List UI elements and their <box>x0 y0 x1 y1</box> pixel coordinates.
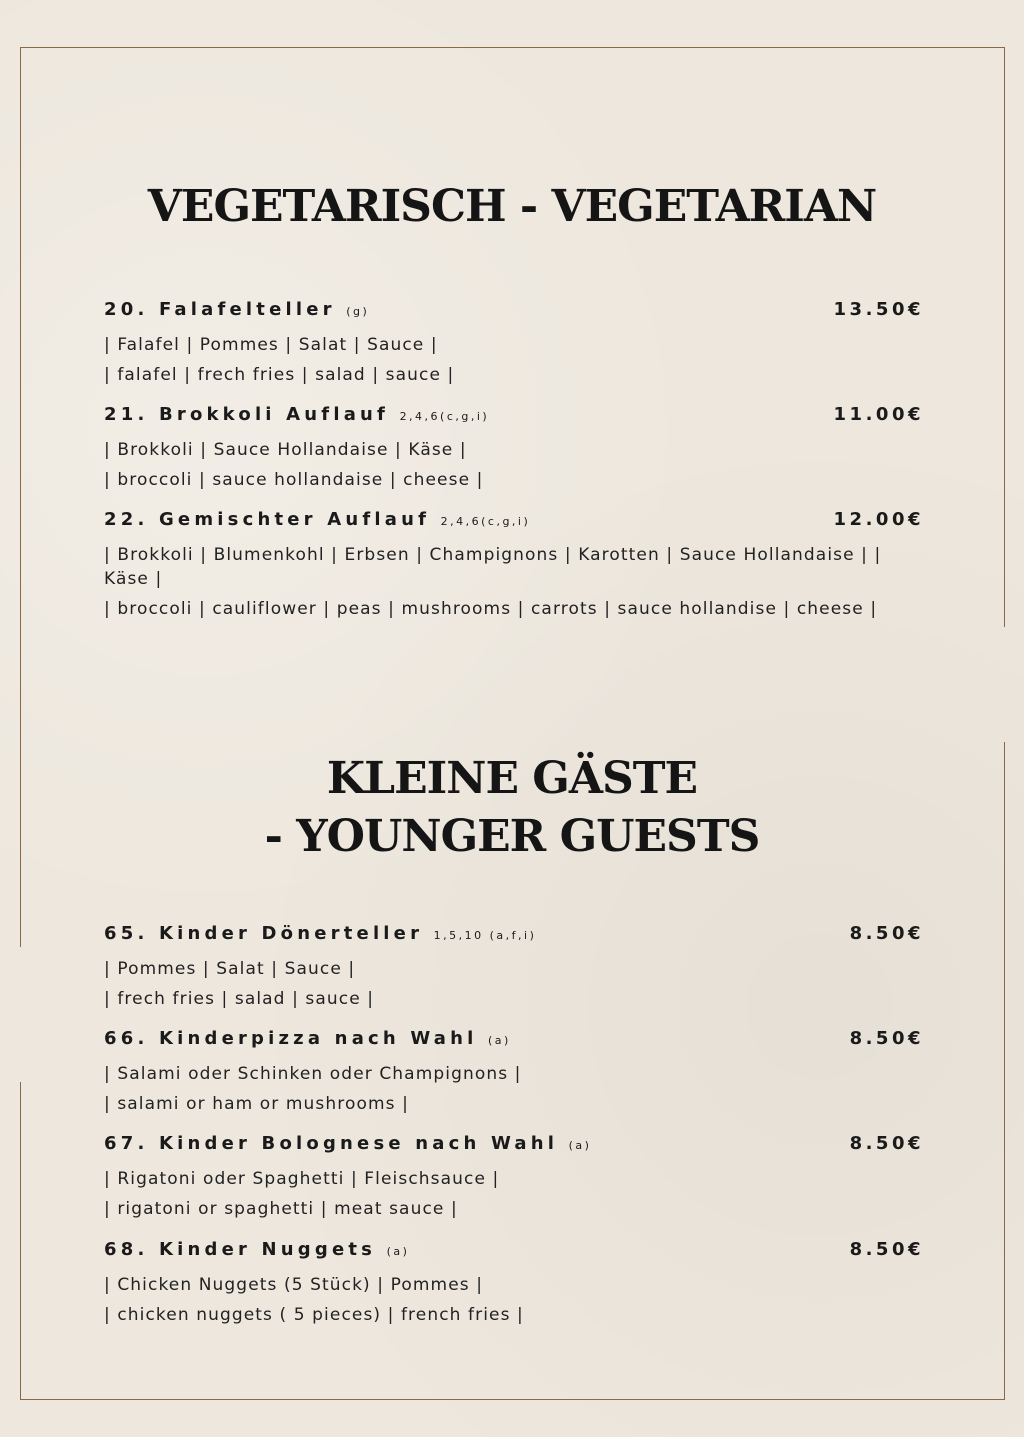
item-name: 67. Kinder Bolognese nach Wahl <box>104 1133 559 1154</box>
item-description-de: | Rigatoni oder Spaghetti | Fleischsauce | <box>104 1169 500 1189</box>
item-description-en: | broccoli | sauce hollandaise | cheese | <box>104 470 484 490</box>
item-title <box>104 509 924 533</box>
item-description-en: | broccoli | cauliflower | peas | mushrooms | carrots | sauce hollandise | cheese | <box>104 599 878 619</box>
menu-item <box>104 509 924 621</box>
item-description-de: | Brokkoli | Blumenkohl | Erbsen | Champignons | Karotten | Sauce Hollandaise | | Käse | <box>104 545 882 589</box>
item-description-de: | Salami oder Schinken oder Champignons | <box>104 1064 522 1084</box>
item-allergens: 2,4,6(c,g,i) <box>399 410 490 423</box>
item-price: 8.50€ <box>849 1028 924 1049</box>
item-name: 66. Kinderpizza nach Wahl <box>104 1028 478 1049</box>
item-title <box>104 1133 924 1157</box>
frame-bottom-border <box>20 1399 1005 1400</box>
section-title-vegetarian: VEGETARISCH - VEGETARIAN <box>147 181 877 232</box>
item-name: 68. Kinder Nuggets <box>104 1239 377 1260</box>
frame-top-border <box>20 47 1005 48</box>
menu-item <box>104 1239 924 1327</box>
item-price: 8.50€ <box>849 1133 924 1154</box>
item-description-de: | Chicken Nuggets (5 Stück) | Pommes | <box>104 1275 484 1295</box>
item-title <box>104 1028 924 1052</box>
menu-item <box>104 404 924 492</box>
item-title <box>104 923 924 947</box>
frame-right-border <box>1004 47 1005 627</box>
menu-item <box>104 923 924 1011</box>
item-name: 22. Gemischter Auflauf <box>104 509 431 530</box>
item-allergens: (g) <box>346 305 370 318</box>
menu-item <box>104 1028 924 1116</box>
item-name: 20. Falafelteller <box>104 299 336 320</box>
section-title-line: KLEINE GÄSTE <box>326 753 698 804</box>
item-price: 13.50€ <box>833 299 924 320</box>
frame-left-border <box>20 1082 21 1400</box>
item-description-en: | frech fries | salad | sauce | <box>104 989 375 1009</box>
item-title <box>104 1239 924 1263</box>
item-allergens: 1,5,10 (a,f,i) <box>433 929 537 942</box>
item-description-en: | rigatoni or spaghetti | meat sauce | <box>104 1199 458 1219</box>
item-price: 11.00€ <box>833 404 924 425</box>
item-title <box>104 404 924 428</box>
section-title-line: - YOUNGER GUESTS <box>264 811 760 862</box>
item-description-en: | falafel | frech fries | salad | sauce | <box>104 365 455 385</box>
item-price: 8.50€ <box>849 1239 924 1260</box>
item-allergens: (a) <box>568 1139 592 1152</box>
menu-item <box>104 1133 924 1221</box>
item-description-en: | chicken nuggets ( 5 pieces) | french fries | <box>104 1305 524 1325</box>
item-description-en: | salami or ham or mushrooms | <box>104 1094 409 1114</box>
item-allergens: (a) <box>386 1245 410 1258</box>
item-allergens: 2,4,6(c,g,i) <box>440 515 531 528</box>
item-title <box>104 299 924 323</box>
item-description-de: | Pommes | Salat | Sauce | <box>104 959 356 979</box>
item-price: 8.50€ <box>849 923 924 944</box>
item-description-de: | Brokkoli | Sauce Hollandaise | Käse | <box>104 440 467 460</box>
item-price: 12.00€ <box>833 509 924 530</box>
item-allergens: (a) <box>488 1034 511 1047</box>
section-title-younger-guests <box>0 750 1024 866</box>
item-description-de: | Falafel | Pommes | Salat | Sauce | <box>104 335 438 355</box>
item-name: 65. Kinder Dönerteller <box>104 923 424 944</box>
item-name: 21. Brokkoli Auflauf <box>104 404 390 425</box>
menu-item <box>104 299 924 387</box>
